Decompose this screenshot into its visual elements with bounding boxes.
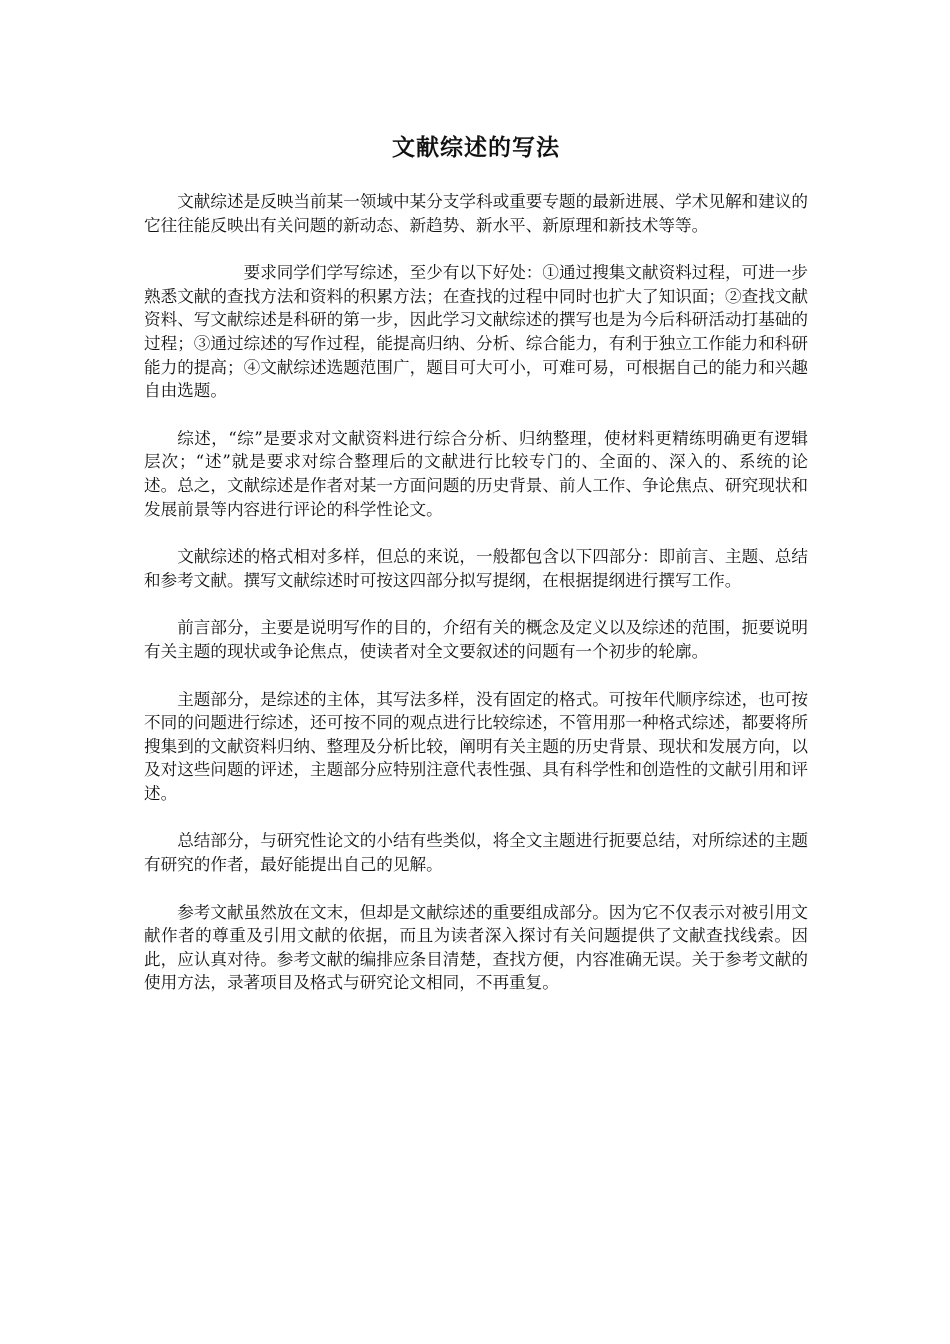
paragraph-format: 文献综述的格式相对多样，但总的来说，一般都包含以下四部分：即前言、主题、总结和参考文献。撰写文献综述时可按这四部分拟写提纲，在根据提纲进行撰写工作。 — [144, 547, 808, 590]
document-page — [144, 118, 808, 1019]
paragraph-preface: 前言部分，主要是说明写作的目的，介绍有关的概念及定义以及综述的范围，扼要说明有关主题的现状或争论焦点，使读者对全文要叙述的问题有一个初步的轮廓。 — [144, 618, 808, 661]
paragraph-definition: 文献综述是反映当前某一领域中某分支学科或重要专题的最新进展、学术见解和建议的它往往能反映出有关问题的新动态、新趋势、新水平、新原理和新技术等等。 — [144, 192, 808, 235]
paragraph-references: 参考文献虽然放在文末，但却是文献综述的重要组成部分。因为它不仅表示对被引用文献作者的尊重及引用文献的依据，而且为读者深入探讨有关问题提供了文献查找线索。因此，应认真对待。参考文献的编排应条目清楚，查找方便，内容准确无误。关于参考文献的使用方法，录著项目及格式与研究论文相同，不再重复。 — [144, 902, 808, 993]
paragraph-summary: 总结部分，与研究性论文的小结有些类似，将全文主题进行扼要总结，对所综述的主题有研究的作者，最好能提出自己的见解。 — [144, 831, 808, 875]
document-title: 文献综述的写法 — [392, 134, 560, 161]
paragraph-meaning: 综述，“综”是要求对文献资料进行综合分析、归纳整理，使材料更精练明确更有逻辑层次；“述”就是要求对综合整理后的文献进行比较专门的、全面的、深入的、系统的论述。总之，文献综述是作者对某一方面问题的历史背景、前人工作、争论焦点、研究现状和发展前景等内容进行评论的科学性论文。 — [144, 428, 808, 519]
paragraph-body: 主题部分，是综述的主体，其写法多样，没有固定的格式。可按年代顺序综述，也可按不同的问题进行综述，还可按不同的观点进行比较综述，不管用那一种格式综述，都要将所搜集到的文献资料归纳、整理及分析比较，阐明有关主题的历史背景、现状和发展方向，以及对这些问题的评述，主题部分应特别注意代表性强、具有科学性和创造性的文献引用和评述。 — [144, 689, 808, 803]
paragraph-benefits: 要求同学们学写综述，至少有以下好处：①通过搜集文献资料过程，可进一步熟悉文献的查找方法和资料的积累方法；在查找的过程中同时也扩大了知识面；②查找文献资料、写文献综述是科研的第一步，因此学习文献综述的撰写也是为今后科研活动打基础的过程；③通过综述的写作过程，能提高归纳、分析、综合能力，有利于独立工作能力和科研能力的提高；④文献综述选题范围广，题目可大可小，可难可易，可根据自己的能力和兴趣自由选题。 — [144, 263, 808, 401]
